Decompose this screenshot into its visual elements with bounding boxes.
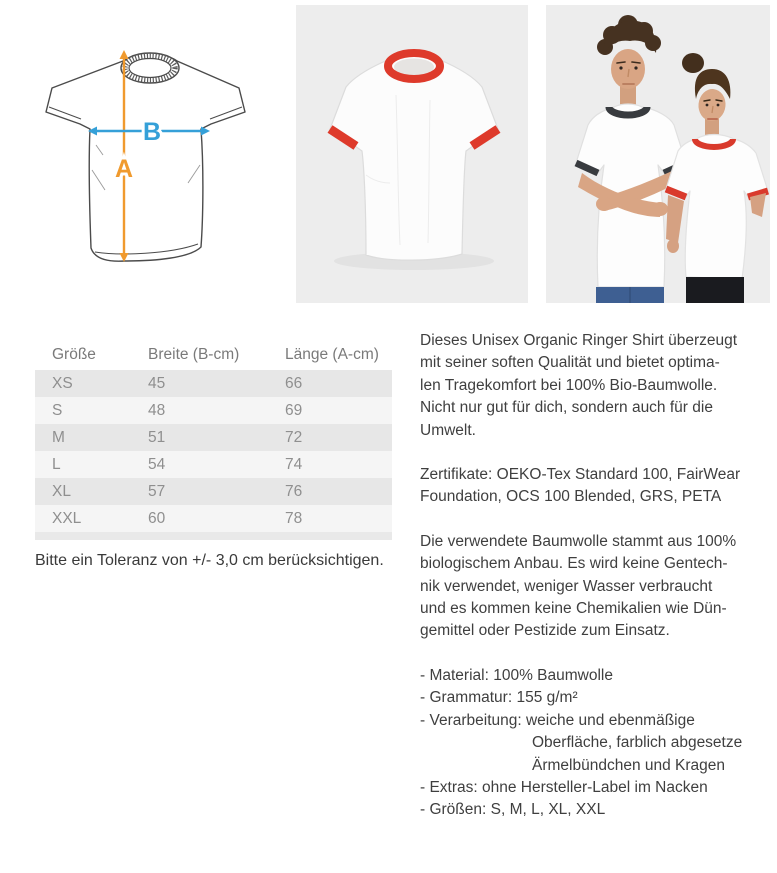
- cell-width: 48: [148, 401, 166, 419]
- cell-length: 69: [285, 401, 303, 419]
- description-spec-list: [420, 665, 772, 822]
- column-header-width: Breite (B-cm): [148, 346, 240, 363]
- cell-width: 45: [148, 374, 166, 392]
- spec-sizes: - Größen: S, M, L, XL, XXL: [420, 801, 606, 819]
- tshirt-outline: [46, 55, 245, 261]
- description-paragraph-cotton: Die verwendete Baumwolle stammt aus 100% biologischem Anbau. Es wird keine Gentech- nik verwendet, weniger Wasser verbraucht und es kommen keine Chemikalien wie Dün- gemittel oder Pestizide zum Einsatz.: [420, 532, 737, 640]
- cell-length: 78: [285, 509, 303, 527]
- table-row: [35, 370, 392, 397]
- size-table: [35, 340, 392, 540]
- table-row: [35, 451, 392, 478]
- ribbed-collar: [121, 53, 179, 83]
- cell-length: 72: [285, 428, 303, 446]
- cell-length: 76: [285, 482, 303, 500]
- cell-width: 60: [148, 509, 166, 527]
- spec-verarbeitung-cont: Oberfläche, farblich abgesetze: [532, 734, 743, 752]
- cell-size: M: [52, 428, 65, 446]
- woman-hair-bun: [682, 53, 704, 73]
- cell-width: 54: [148, 455, 166, 473]
- woman-pants: [686, 277, 744, 303]
- size-measurement-diagram[interactable]: [0, 0, 286, 305]
- tshirt-measurement-drawing: [0, 0, 286, 305]
- cell-size: L: [52, 455, 61, 473]
- cell-length: 74: [285, 455, 303, 473]
- models-photo[interactable]: [546, 5, 770, 303]
- spec-verarbeitung-cont: Ärmelbündchen und Kragen: [532, 756, 726, 774]
- size-table-header-row: [35, 340, 392, 370]
- spec-grammatur: - Grammatur: 155 g/m²: [420, 689, 578, 707]
- cell-size: XS: [52, 374, 73, 392]
- cell-length: 66: [285, 374, 303, 392]
- description-paragraph-certificates: Zertifikate: OEKO-Tex Standard 100, FairWear Foundation, OCS 100 Blended, GRS, PETA: [420, 466, 741, 506]
- product-description: [420, 330, 772, 844]
- spec-verarbeitung: - Verarbeitung: weiche und ebenmäßige: [420, 711, 695, 729]
- cell-size: XL: [52, 482, 71, 500]
- cell-width: 57: [148, 482, 166, 500]
- models-illustration: [546, 5, 770, 303]
- ringer-shirt-illustration: [296, 5, 528, 303]
- spec-material: - Material: 100% Baumwolle: [420, 666, 613, 684]
- spec-extras: - Extras: ohne Hersteller-Label im Nacken: [420, 778, 708, 796]
- table-row: [35, 424, 392, 451]
- cell-size: S: [52, 401, 63, 419]
- description-paragraph-intro: Dieses Unisex Organic Ringer Shirt überzeugt mit seiner soften Qualität und bietet optima- len Tragekomfort bei 100% Bio-Baumwolle. Nicht nur gut für dich, sondern auch für die Umwelt.: [420, 332, 738, 439]
- column-header-size: Größe: [52, 346, 96, 363]
- label-a: A: [114, 155, 134, 183]
- cell-size: XXL: [52, 509, 82, 527]
- product-photo-ringer-shirt[interactable]: [296, 5, 528, 303]
- label-b: B: [142, 118, 162, 146]
- tolerance-note: Bitte ein Toleranz von +/- 3,0 cm berücksichtigen.: [35, 552, 384, 569]
- table-row: [35, 505, 392, 532]
- table-row: [35, 478, 392, 505]
- cell-width: 51: [148, 428, 166, 446]
- table-row: [35, 397, 392, 424]
- table-footer-strip: [35, 532, 392, 540]
- column-header-length: Länge (A-cm): [285, 346, 379, 363]
